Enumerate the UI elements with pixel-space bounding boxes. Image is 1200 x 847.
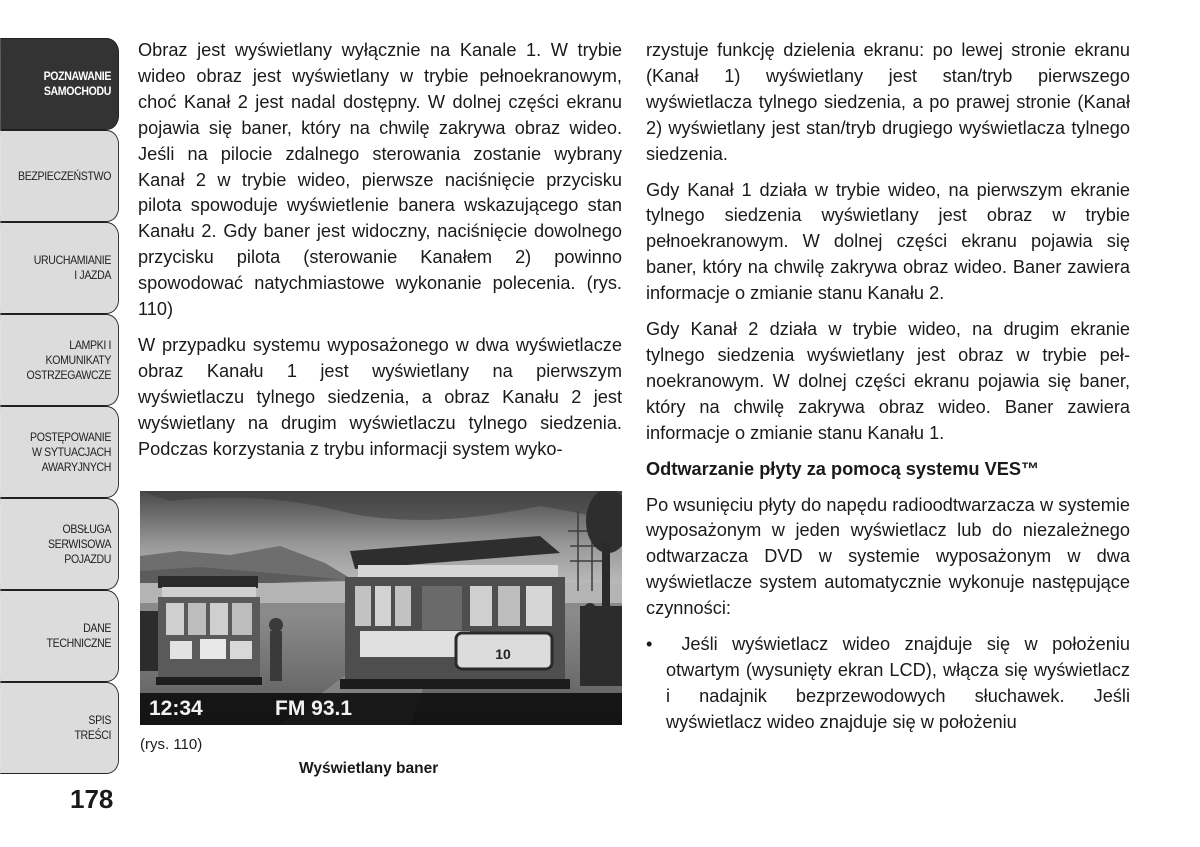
chapter-tab[interactable] — [0, 130, 119, 222]
chapter-tab-label — [48, 522, 111, 567]
paragraph: W przypadku systemu wyposażonego w dwa wyświetlacze obraz Kanału 1 jest wyświetlany na pierwszym wyświetlaczu tylnego siedzenia, a obraz Kanału 2 jest wyświetlany na drugim wyświetlaczu tylnego siedzenia. Podczas korzystania z trybu informacji system wyko- — [138, 334, 622, 459]
chapter-tab-line: POSTĘPOWANIE — [30, 429, 112, 444]
bullet-text: Jeśli wyświetlacz wideo znajduje się w położeniu otwartym (wysunięty ekran LCD), włącza się wyświetlacz i nadajnik bezprzewodowych słuchawek. Jeśli wyświetlacz wideo znajduje się w położeniu — [666, 634, 1131, 732]
chapter-tab-line: OSTRZEGAWCZE — [26, 367, 112, 382]
display-banner — [140, 693, 622, 725]
chapter-tab-label — [74, 713, 111, 743]
chapter-tab-line: W SYTUACJACH — [31, 444, 112, 459]
chapter-tab[interactable] — [0, 314, 119, 406]
chapter-tab-line: SERWISOWA — [47, 536, 112, 551]
chapter-tab-label — [30, 430, 111, 475]
chapter-tab-line: OBSŁUGA — [62, 521, 112, 536]
chapter-tab-line: URUCHAMIANIE — [33, 253, 112, 267]
chapter-tab[interactable] — [0, 498, 119, 590]
chapter-tab-line: BEZPIECZEŃSTWO — [18, 168, 112, 183]
banner-station: FM 93.1 — [275, 697, 353, 720]
paragraph: Gdy Kanał 2 działa w trybie wideo, na drugim ekranie tylnego siedzenia wyświetlany jest obraz w trybie pełnoekranowym. W dolnej części ekranu pojawia się baner, który na chwilę zakrywa obraz wideo. Baner zawiera informacje o zmianie stanu Kanału 1. — [646, 319, 1130, 443]
chapter-tab-label — [18, 169, 111, 184]
chapter-tab-label — [47, 621, 112, 651]
chapter-tab-label — [27, 338, 112, 383]
chapter-tab-line: TREŚCI — [74, 728, 112, 742]
car-number: 10 — [495, 646, 511, 662]
chapter-tab-line: TECHNICZNE — [46, 636, 112, 650]
chapter-tab-label — [34, 253, 111, 283]
figure-caption: Wyświetlany baner — [299, 760, 439, 777]
chapter-tab-line: LAMPKI I — [69, 337, 112, 352]
paragraph: Po wsunięciu płyty do napędu radioodtwarzacza w systemie wyposażonym w jeden wyświetlacz lub do niezależnego odtwarzacza DVD w systemie wyposażonym w dwa wyświetlacze system automatycznie wykonuje następujące czynności: — [646, 494, 1130, 619]
chapter-tab-line: POZNAWANIE — [43, 69, 112, 83]
chapter-tab[interactable] — [0, 38, 119, 130]
section-heading: Odtwarzanie płyty za pomocą systemu VES™ — [646, 458, 1040, 479]
chapter-tab-line: POJAZDU — [64, 551, 112, 566]
paragraph: Obraz jest wyświetlany wyłącznie na Kanale 1. W trybie wideo obraz jest wyświetlany w trybie pełnoekranowym, choć Kanał 2 jest nadal dostępny. W dolnej części ekranu pojawia się baner, który na chwilę zakrywa obraz wideo. Jeśli na pilocie zdalnego sterowania zostanie wybrany Kanał 2 w trybie wideo, pierwsze naciśnięcie przycisku pilota spowoduje wyświetlenie banera wskazującego stan Kanału 2. Gdy baner jest widoczny, naciśnięcie dowolnego przycisku pilota (sterowanie Kanałem 2) powinno spowodować natychmiastowe wykonanie polecenia. (rys. 110) — [138, 40, 622, 320]
chapter-tab-label — [44, 69, 111, 99]
bullet-symbol: • — [646, 634, 653, 655]
left-column — [138, 38, 622, 473]
cable-car-photo — [140, 491, 622, 725]
bullet-item — [646, 632, 1130, 736]
figure-cable-cars-screen — [140, 491, 622, 725]
chapter-tab-line: KOMUNIKATY — [45, 352, 112, 367]
chapter-tab-line: I JAZDA — [74, 268, 112, 282]
paragraph: rzystuje funkcję dzielenia ekranu: po lewej stronie ekranu (Kanał 1) wyświetlany jest stan/tryb pierwszego wyświetlacza tylnego siedzenia, a po prawej stronie (Kanał 2) wyświetlany jest stan/tryb drugiego wyświetlacza tylnego siedzenia. — [646, 40, 1130, 164]
right-column — [646, 38, 1130, 746]
paragraph: Gdy Kanał 1 działa w trybie wideo, na pierwszym ekranie tylnego siedzenia wyświetlany jest obraz w trybie pełnoekranowym. W dolnej części ekranu pojawia się baner, który na chwilę zakrywa obraz wideo. Baner zawiera informacje o zmianie stanu Kanału 2. — [646, 179, 1130, 304]
chapter-tab-line: DANE — [83, 621, 112, 635]
chapter-tab-line: SAMOCHODU — [43, 84, 112, 98]
chapter-tab-line: SPIS — [88, 713, 112, 727]
chapter-tab-line: AWARYJNYCH — [41, 459, 112, 474]
figure-reference: (rys. 110) — [140, 736, 203, 753]
page-number: 178 — [70, 784, 114, 814]
chapter-tab[interactable] — [0, 682, 119, 774]
chapter-tab[interactable] — [0, 590, 119, 682]
banner-clock: 12:34 — [149, 697, 203, 720]
chapter-tab[interactable] — [0, 222, 119, 314]
chapter-tab[interactable] — [0, 406, 119, 498]
